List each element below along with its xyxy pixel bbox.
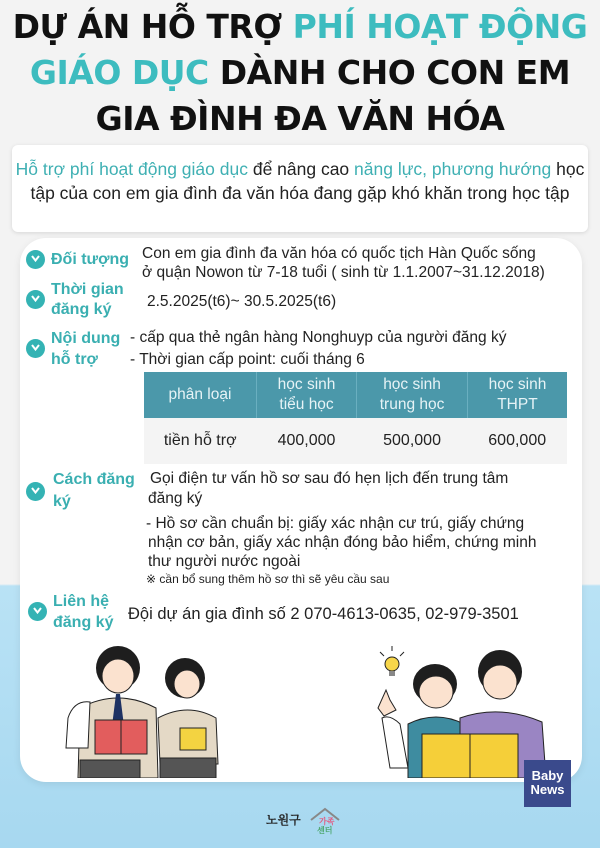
- intro-text-1: để nâng cao: [247, 159, 355, 179]
- title-line1-highlight: PHÍ HOẠT ĐỘNG: [292, 7, 588, 46]
- title-line2-highlight: GIÁO DỤC: [29, 53, 209, 92]
- babynews-logo: Baby News: [524, 760, 571, 807]
- svg-text:가족: 가족: [319, 817, 335, 826]
- period-value: 2.5.2025(t6)~ 30.5.2025(t6): [147, 293, 337, 310]
- intro-highlight-2: năng lực, phương hướng: [354, 159, 552, 179]
- info-card: [20, 238, 582, 782]
- table-header-category: phân loại: [144, 372, 256, 418]
- students-illustration: [40, 638, 220, 778]
- support-line-2: - Thời gian cấp point: cuối tháng 6: [130, 351, 365, 368]
- check-circle-icon: [28, 602, 47, 621]
- label-support-1: Nội dung: [51, 330, 121, 347]
- table-cell: 600,000: [467, 418, 567, 464]
- footer-org: 노원구: [266, 813, 301, 828]
- support-line-1: - cấp qua thẻ ngân hàng Nonghuyp của người đăng ký: [130, 329, 507, 346]
- intro-highlight-1: Hỗ trợ phí hoạt động giáo dục: [15, 159, 248, 179]
- table-header-high: học sinh THPT: [467, 372, 567, 418]
- howto-docs-2: nhận cơ bản, giấy xác nhận đóng bảo hiểm, chứng minh: [148, 534, 537, 551]
- title-line1-a: DỰ ÁN HỖ TRỢ: [12, 7, 293, 46]
- family-illustration: [360, 638, 570, 778]
- table-header-elementary: học sinh tiểu học: [256, 372, 356, 418]
- table-cell: 400,000: [256, 418, 356, 464]
- target-line-2: ở quận Nowon từ 7-18 tuổi ( sinh từ 1.1.2007~31.12.2018): [142, 264, 545, 281]
- check-circle-icon: [26, 482, 45, 501]
- label-howto-2: ký: [53, 493, 71, 510]
- table-cell: 500,000: [357, 418, 468, 464]
- label-period-2: đăng ký: [51, 301, 112, 318]
- howto-docs-3: thư người nước ngoài: [148, 553, 301, 570]
- table-header-middle: học sinh trung học: [357, 372, 468, 418]
- howto-docs-1: - Hồ sơ cần chuẩn bị: giấy xác nhận cư trú, giấy chứng: [146, 515, 525, 532]
- label-contact-1: Liên hệ: [53, 593, 110, 610]
- label-contact-2: đăng ký: [53, 614, 114, 631]
- svg-text:센터: 센터: [317, 826, 333, 835]
- table-cell: tiền hỗ trợ: [144, 418, 256, 464]
- intro-text-2: học tập của con em gia đình đa văn hóa đang gặp khó khăn trong học tập: [30, 159, 585, 203]
- label-target: Đối tượng: [51, 251, 130, 268]
- check-circle-icon: [26, 290, 45, 309]
- howto-line-2: đăng ký: [148, 490, 203, 507]
- label-period-1: Thời gian: [51, 281, 124, 298]
- title-line2-b: DÀNH CHO CON EM: [208, 53, 571, 92]
- intro-card: [12, 145, 588, 232]
- howto-note: ※ cần bổ sung thêm hồ sơ thì sẽ yêu cầu sau: [146, 572, 390, 586]
- target-line-1: Con em gia đình đa văn hóa có quốc tịch Hàn Quốc sống: [142, 245, 536, 262]
- howto-line-1: Gọi điện tư vấn hồ sơ sau đó hẹn lịch đến trung tâm: [150, 470, 509, 487]
- page-title: [0, 4, 600, 142]
- title-line3: GIA ĐÌNH ĐA VĂN HÓA: [95, 99, 505, 138]
- check-circle-icon: [26, 250, 45, 269]
- support-amount-table: [144, 372, 567, 464]
- house-icon: [308, 806, 342, 836]
- label-howto-1: Cách đăng: [53, 471, 135, 488]
- label-support-2: hỗ trợ: [51, 351, 98, 368]
- nowon-center-logo: [266, 806, 342, 836]
- check-circle-icon: [26, 339, 45, 358]
- contact-value: Đội dự án gia đình số 2 070-4613-0635, 02-979-3501: [128, 605, 519, 623]
- table-row: [144, 418, 567, 464]
